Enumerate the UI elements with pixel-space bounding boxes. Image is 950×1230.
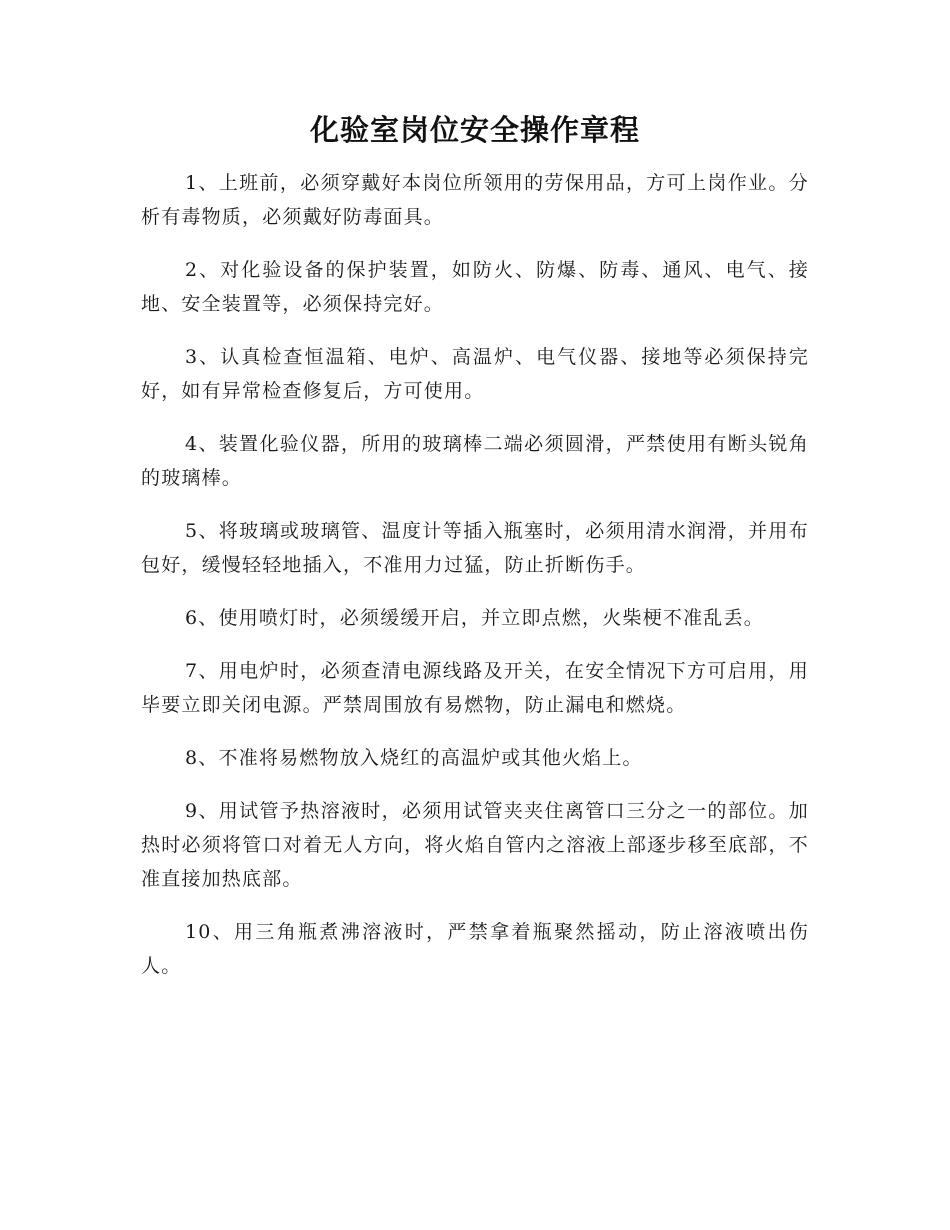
- document-body: [141, 166, 809, 1002]
- rule-paragraph-3: 3、认真检查恒温箱、电炉、高温炉、电气仪器、接地等必须保持完好，如有异常检查修复后，方可使用。: [141, 346, 809, 402]
- rule-paragraph-6: 6、使用喷灯时，必须缓缓开启，并立即点燃，火柴梗不准乱丢。: [185, 607, 764, 629]
- rule-paragraph-8: 8、不准将易燃物放入烧红的高温炉或其他火焰上。: [185, 747, 643, 769]
- rule-paragraph-4: 4、装置化验仪器，所用的玻璃棒二端必须圆滑，严禁使用有断头锐角的玻璃棒。: [141, 433, 809, 489]
- rule-paragraph-10: 10、用三角瓶煮沸溶液时，严禁拿着瓶聚然摇动，防止溶液喷出伤人。: [141, 921, 809, 977]
- rule-paragraph-7: 7、用电炉时，必须查清电源线路及开关，在安全情况下方可启用，用毕要立即关闭电源。严禁周围放有易燃物，防止漏电和燃烧。: [141, 660, 809, 716]
- document-title: 化验室岗位安全操作章程: [309, 113, 640, 147]
- rule-paragraph-2: 2、对化验设备的保护装置，如防火、防爆、防毒、通风、电气、接地、安全装置等，必须保持完好。: [141, 259, 809, 315]
- rule-paragraph-9: 9、用试管予热溶液时，必须用试管夹夹住离管口三分之一的部位。加热时必须将管口对着无人方向，将火焰自管内之溶液上部逐步移至底部，不准直接加热底部。: [141, 800, 809, 890]
- rule-paragraph-5: 5、将玻璃或玻璃管、温度计等插入瓶塞时，必须用清水润滑，并用布包好，缓慢轻轻地插入，不准用力过猛，防止折断伤手。: [141, 520, 809, 576]
- rule-paragraph-1: 1、上班前，必须穿戴好本岗位所领用的劳保用品，方可上岗作业。分析有毒物质，必须戴好防毒面具。: [141, 172, 809, 228]
